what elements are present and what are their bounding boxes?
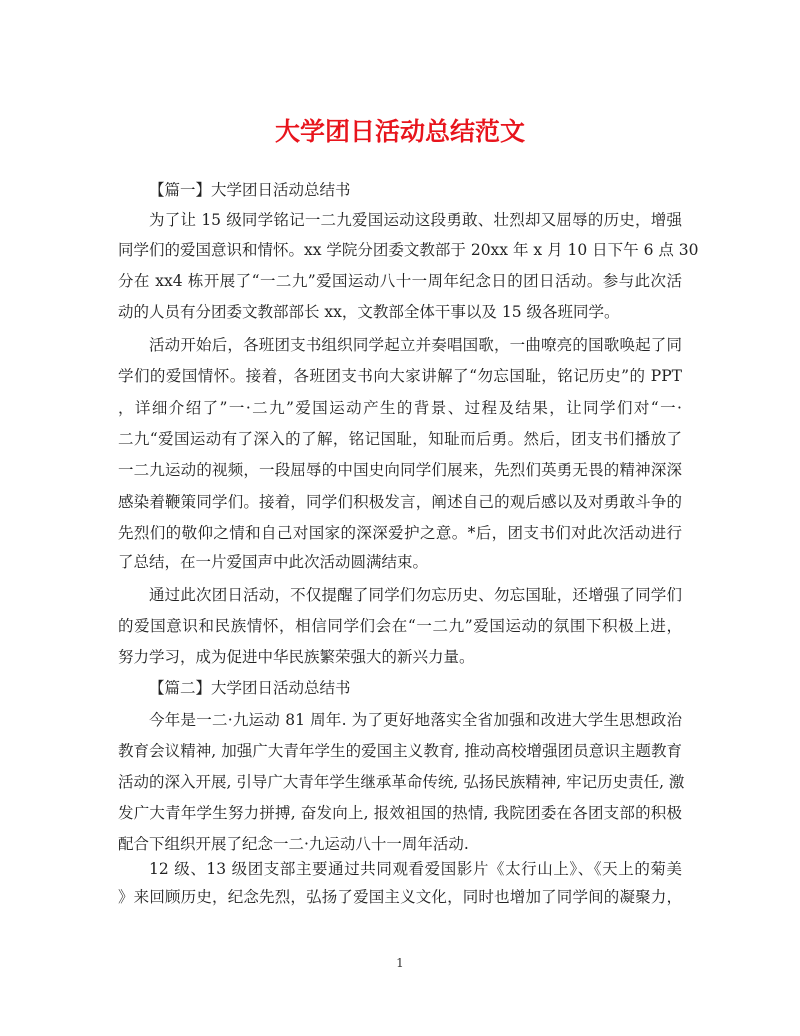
paragraph-line: 感染着鞭策同学们。接着，同学们积极发言，阐述自己的观后感以及对勇敢斗争的	[118, 493, 682, 511]
page-number: 1	[396, 956, 404, 970]
paragraph-line: 努力学习，成为促进中华民族繁荣强大的新兴力量。	[118, 648, 475, 666]
paragraph-line: 动的人员有分团委文教部部长 xx，文教部全体干事以及 15 级各班同学。	[118, 303, 620, 321]
paragraph-line: 》来回顾历史，纪念先烈，弘扬了爱国主义文化，同时也增加了同学间的凝聚力，	[118, 888, 682, 906]
paragraph-line: 通过此次团日活动，不仅提醒了同学们勿忘历史、勿忘国耻，还增强了同学们	[149, 586, 682, 604]
paragraph-line: 教育会议精神, 加强广大青年学生的爱国主义教育, 推动高校增强团员意识主题教育	[118, 742, 682, 760]
paragraph-line: 一二九运动的视频，一段屈辱的中国史向同学们展来，先烈们英勇无畏的精神深深	[118, 461, 682, 479]
paragraph-line: 了总结，在一片爱国声中此次活动圆满结束。	[118, 553, 429, 571]
paragraph-line: 分在 xx4 栋开展了“一二九”爱国运动八十一周年纪念日的团日活动。参与此次活	[118, 272, 682, 290]
paragraph-line: 活动的深入开展, 引导广大青年学生继承革命传统, 弘扬民族精神, 牢记历史责任, 激	[118, 773, 685, 791]
paragraph-line: 的爱国意识和民族情怀，相信同学们会在“一二九”爱国运动的氛围下积极上进，	[118, 617, 682, 635]
paragraph-line: 发广大青年学生努力拼搏, 奋发向上, 报效祖国的热情, 我院团委在各团支部的积极	[118, 804, 682, 822]
paragraph-line: 活动开始后，各班团支书组织同学起立并奏唱国歌，一曲嘹亮的国歌唤起了同	[149, 336, 682, 354]
paragraph-line: 为了让 15 级同学铭记一二九爱国运动这段勇敢、壮烈却又屈辱的历史，增强	[149, 211, 682, 229]
paragraph-line: ，详细介绍了”一·二九”爱国运动产生的背景、过程及结果，让同学们对“一·	[118, 399, 682, 417]
paragraph-line: 二九“爱国运动有了深入的了解，铭记国耻，知耻而后勇。然后，团支书们播放了	[118, 430, 682, 448]
paragraph-line: 12 级、13 级团支部主要通过共同观看爱国影片《太行山上》、《天上的菊美	[149, 860, 682, 878]
section-heading: 【篇一】大学团日活动总结书	[149, 181, 351, 199]
paragraph-line: 同学们的爱国意识和情怀。xx 学院分团委文教部于 20xx 年 x 月 10 日下午 6 点 30	[118, 241, 699, 259]
paragraph-line: 配合下组织开展了纪念一二·九运动八十一周年活动.	[118, 835, 469, 853]
paragraph-line: 学们的爱国情怀。接着，各班团支书向大家讲解了“勿忘国耻，铭记历史”的 PPT	[118, 367, 682, 385]
document-title: 大学团日活动总结范文	[274, 117, 525, 146]
section-heading: 【篇二】大学团日活动总结书	[149, 679, 351, 697]
paragraph-line: 先烈们的敬仰之情和自己对国家的深深爱护之意。*后，团支书们对此次活动进行	[118, 524, 682, 542]
paragraph-line: 今年是一二·九运动 81 周年. 为了更好地落实全省加强和改进大学生思想政治	[149, 711, 682, 729]
